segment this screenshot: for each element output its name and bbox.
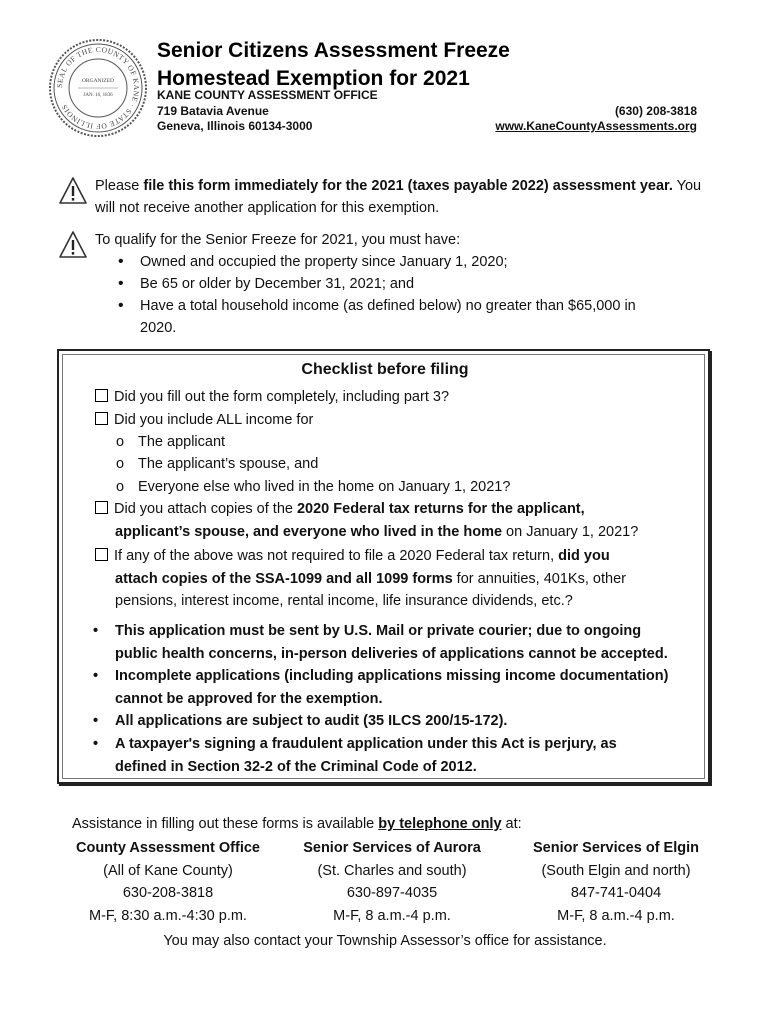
qualification-intro: To qualify for the Senior Freeze for 2021, you must have: [95, 232, 461, 248]
phone-number[interactable]: 630-897-4035 [346, 885, 438, 901]
qualification-item: • Be 65 or older by December 31, 2021; and [140, 273, 705, 295]
checkbox[interactable] [95, 412, 108, 425]
office-address-city: Geneva, Illinois 60134-3000 [157, 119, 313, 133]
checklist-item-tax-returns[interactable]: Did you attach copies of the 2020 Federal tax returns for the applicant, applicant’s spouse, and everyone who lived in the home on January 1, 2021? [95, 498, 705, 543]
checkbox[interactable] [95, 501, 108, 514]
checklist-subitem: o Everyone else who lived in the home on January 1, 2021? [138, 476, 510, 499]
filing-rule-audit: • All applications are subject to audit (35 ILCS 200/15-172). [115, 710, 715, 733]
warning-icon [58, 176, 88, 206]
svg-text:JAN. 16, 1836: JAN. 16, 1836 [83, 93, 113, 98]
checklist-item-complete-form[interactable]: Did you fill out the form completely, including part 3? [95, 386, 449, 409]
svg-text:ORGANIZED: ORGANIZED [81, 78, 115, 84]
assistance-office-elgin: Senior Services of Elgin (South Elgin and north) 847-741-0404 M-F, 8 a.m.-4 p.m. [501, 837, 731, 927]
checklist-item-income[interactable]: Did you include ALL income for [95, 409, 313, 432]
filing-rule-perjury: • A taxpayer's signing a fraudulent application under this Act is perjury, as defined in Section 32-2 of the Criminal Code of 2012. [115, 733, 715, 778]
phone-number[interactable]: 847-741-0404 [570, 885, 662, 901]
warning-icon [58, 230, 88, 260]
filing-deadline-notice: Please file this form immediately for the 2021 (taxes payable 2022) assessment year. You will not receive another application for this exemption. [95, 178, 702, 216]
office-phone: (630) 208-3818 [614, 104, 697, 118]
county-seal [48, 38, 148, 138]
office-address-street: 719 Batavia Avenue [157, 104, 269, 118]
office-name: KANE COUNTY ASSESSMENT OFFICE [157, 88, 378, 102]
checklist-item-1099-forms[interactable]: If any of the above was not required to file a 2020 Federal tax return, did you attach copies of the SSA-1099 and all 1099 forms for annuities, 401Ks, other pensions, interest income, rental income, life insurance dividends, etc.? [95, 545, 707, 613]
township-assessor-note: You may also contact your Township Assessor’s office for assistance. [163, 933, 607, 949]
qualification-notice [95, 229, 705, 339]
checkbox[interactable] [95, 389, 108, 402]
assistance-intro: Assistance in filling out these forms is available by telephone only at: [72, 816, 522, 832]
checklist-subitem: o The applicant [138, 431, 225, 454]
assistance-office-aurora: Senior Services of Aurora (St. Charles and south) 630-897-4035 M-F, 8 a.m.-4 p.m. [277, 837, 507, 927]
qualification-item: • Owned and occupied the property since January 1, 2020; [140, 251, 705, 273]
checklist-title: Checklist before filing [301, 361, 469, 378]
filing-rule-incomplete: • Incomplete applications (including applications missing income documentation) cannot be approved for the exemption. [115, 665, 715, 710]
checklist-subitem: o The applicant’s spouse, and [138, 453, 318, 476]
phone-number[interactable]: 630-208-3818 [122, 885, 214, 901]
assistance-office-county: County Assessment Office (All of Kane County) 630-208-3818 M-F, 8:30 a.m.-4:30 p.m. [53, 837, 283, 927]
checkbox[interactable] [95, 548, 108, 561]
qualification-item: • Have a total household income (as defined below) no greater than $65,000 in 2020. [140, 295, 705, 339]
svg-text:SEAL OF THE COUNTY OF KANE · S: SEAL OF THE COUNTY OF KANE · STATE OF ILLINOIS [54, 44, 142, 132]
filing-rule-mail-only: • This application must be sent by U.S. Mail or private courier; due to ongoing public health concerns, in-person deliveries of applications cannot be accepted. [115, 620, 715, 665]
office-website-link[interactable]: www.KaneCountyAssessments.org [495, 119, 697, 133]
form-title: Senior Citizens Assessment Freeze Homestead Exemption for 2021 [157, 39, 510, 90]
